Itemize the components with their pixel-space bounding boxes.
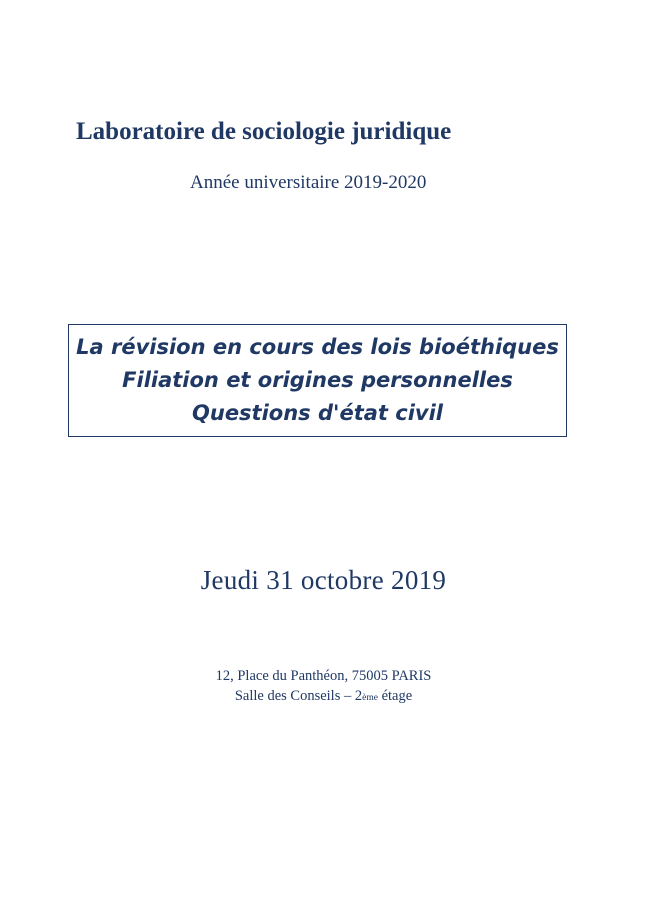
location-block: [0, 666, 647, 708]
topic-line-1: La révision en cours des lois bioéthiques: [76, 335, 559, 359]
topic-box: [68, 324, 567, 437]
event-date: Jeudi 31 octobre 2019: [200, 565, 447, 595]
room-prefix: Salle des Conseils – 2: [234, 688, 363, 704]
room-line: [0, 686, 647, 708]
address-line: 12, Place du Panthéon, 75005 PARIS: [215, 668, 432, 684]
topic-line-3: Questions d'état civil: [192, 401, 443, 425]
topic-line-2: Filiation et origines personnelles: [122, 368, 513, 392]
academic-year: Année universitaire 2019-2020: [190, 172, 427, 193]
lab-title: Laboratoire de sociologie juridique: [76, 118, 452, 145]
floor-ordinal-suffix: ème: [362, 693, 378, 703]
room-floor: étage: [377, 688, 413, 704]
